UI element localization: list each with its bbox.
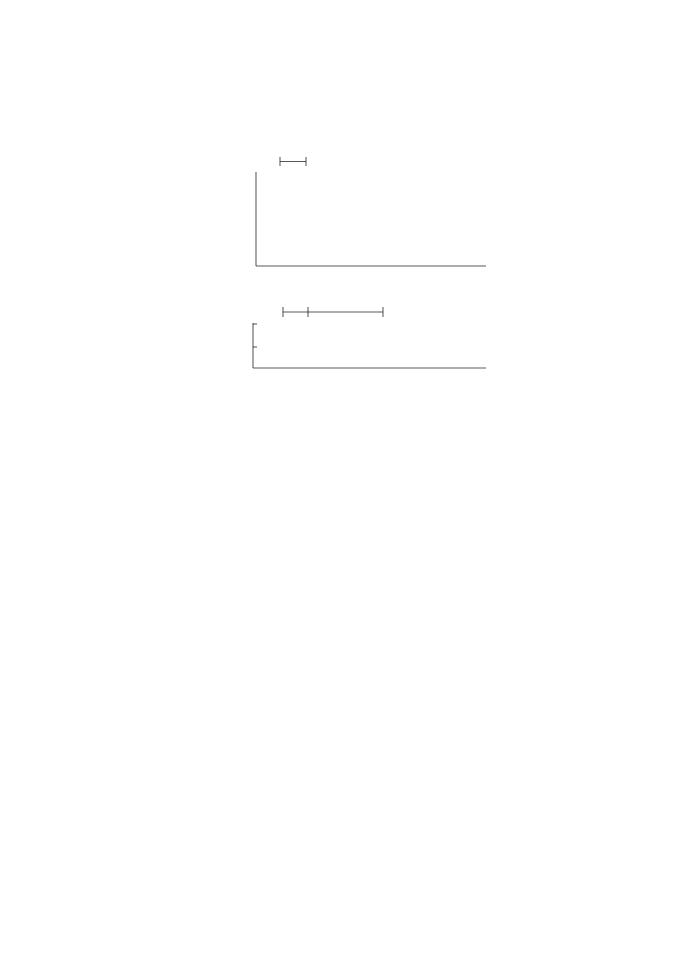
synaptic-figure <box>0 0 690 380</box>
bottom-brackets <box>283 307 383 317</box>
bottom-axis-ticks <box>253 324 257 347</box>
top-bracket <box>280 157 306 166</box>
